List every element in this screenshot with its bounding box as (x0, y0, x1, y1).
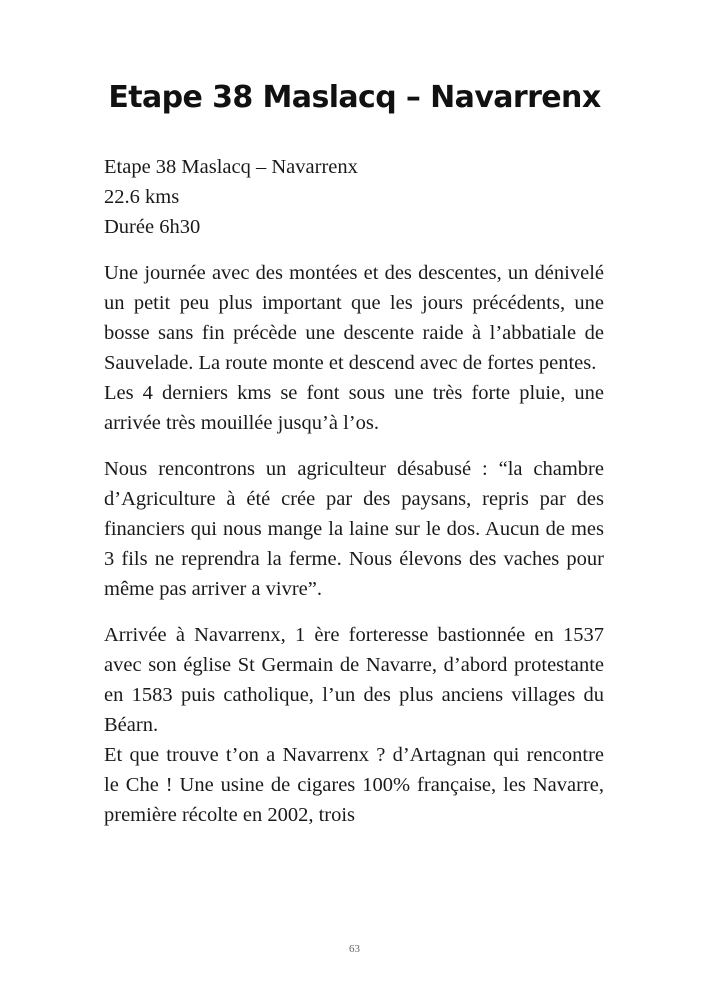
stage-duration: Durée 6h30 (104, 216, 201, 238)
paragraph-spacer (104, 242, 604, 258)
stage-name: Etape 38 Maslacq – Navarrenx (104, 156, 358, 178)
stage-info (104, 152, 604, 242)
page-number: 63 (349, 943, 360, 955)
paragraph-spacer (104, 604, 604, 620)
paragraph-5: Et que trouve t’on a Navarrenx ? d’Artagnan qui rencontre le Che ! Une usine de cigares 100% française, les Navarre, première récolte en 2002, trois (104, 744, 604, 826)
stage-distance: 22.6 kms (104, 186, 180, 208)
article-body (104, 152, 604, 830)
paragraph-spacer (104, 438, 604, 454)
paragraph-2: Les 4 derniers kms se font sous une très forte pluie, une arrivée très mouillée jusqu’à l’os. (104, 382, 604, 434)
paragraph-4: Arrivée à Navarrenx, 1 ère forteresse bastionnée en 1537 avec son église St Germain de Navarre, d’abord protestante en 1583 puis catholique, l’un des plus anciens villages du Béarn. (104, 624, 604, 736)
paragraph-3: Nous rencontrons un agriculteur désabusé : “la chambre d’Agriculture à été crée par des paysans, repris par des financiers qui nous mange la laine sur le dos. Aucun de mes 3 fils ne reprendra la ferme. Nous élevons des vaches pour même pas arriver a vivre”. (104, 458, 604, 600)
paragraph-1: Une journée avec des montées et des descentes, un dénivelé un petit peu plus important que les jours précédents, une bosse sans fin précède une descente raide à l’abbatiale de Sauvelade. La route monte et descend avec de fortes pentes. (104, 262, 604, 374)
page-title: Etape 38 Maslacq – Navarrenx (108, 80, 601, 115)
